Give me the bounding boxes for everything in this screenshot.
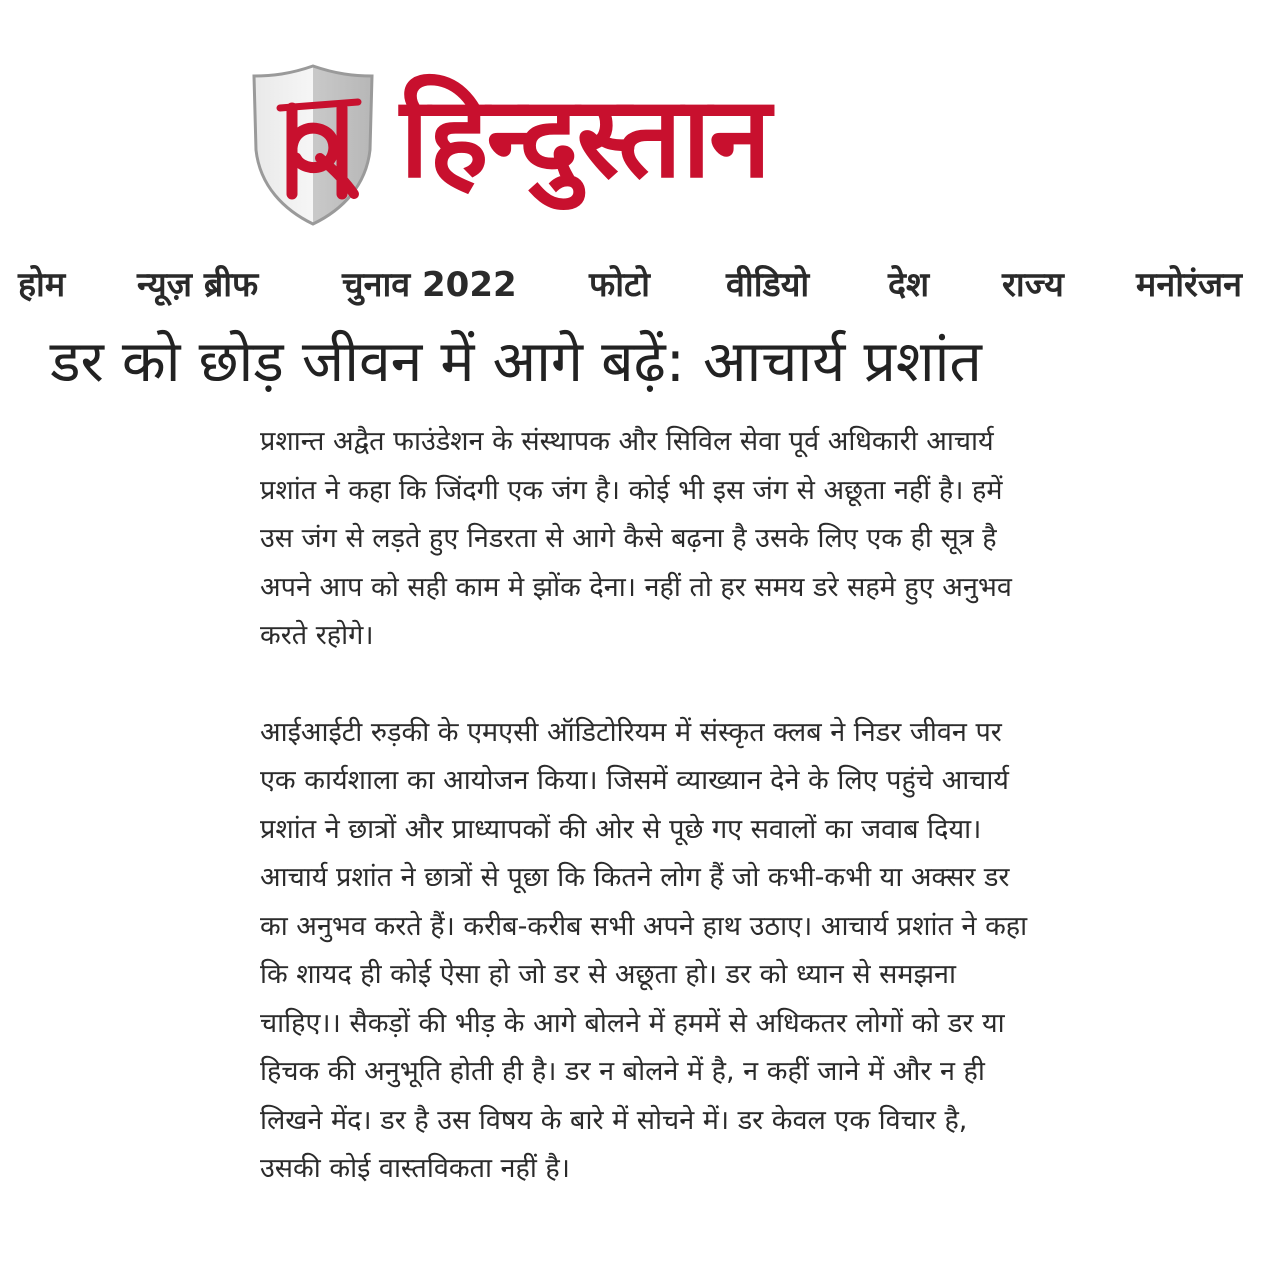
nav-item-election-2022[interactable]: चुनाव 2022 <box>342 265 517 305</box>
article-headline: डर को छोड़ जीवन में आगे बढ़ें: आचार्य प्रशांत <box>50 329 982 395</box>
nav-item-photo[interactable]: फोटो <box>589 265 650 305</box>
nav-item-entertainment[interactable]: मनोरंजन <box>1136 265 1243 305</box>
article-body <box>260 418 1030 1242</box>
article-paragraph: प्रशान्त अद्वैत फाउंडेशन के संस्थापक और सिविल सेवा पूर्व अधिकारी आचार्य प्रशांत ने कहा कि जिंदगी एक जंग है। कोई भी इस जंग से अछूता नहीं है। हमें उस जंग से लड़ते हुए निडरता से आगे कैसे बढ़ना है उसके लिए एक ही सूत्र है अपने आप को सही काम मे झोंक देना। नहीं तो हर समय डरे सहमे हुए अनुभव करते रहोगे। <box>260 426 1012 651</box>
brand-logo-shield-icon[interactable] <box>250 62 376 228</box>
brand-name[interactable]: हिन्दुस्तान <box>400 73 770 203</box>
main-nav <box>0 252 1280 312</box>
nav-item-country[interactable]: देश <box>888 265 930 305</box>
nav-item-home[interactable]: होम <box>18 265 66 305</box>
masthead <box>250 62 1010 232</box>
shield-icon <box>250 62 376 228</box>
article-paragraph: आईआईटी रुड़की के एमएसी ऑडिटोरियम में संस्कृत क्लब ने निडर जीवन पर एक कार्यशाला का आयोजन किया। जिसमें व्याख्यान देने के लिए पहुंचे आचार्य प्रशांत ने छात्रों और प्राध्यापकों की ओर से पूछे गए सवालों का जवाब दिया। आचार्य प्रशांत ने छात्रों से पूछा कि कितने लोग हैं जो कभी-कभी या अक्सर डर का अनुभव करते हैं। करीब-करीब सभी अपने हाथ उठाए। आचार्य प्रशांत ने कहा कि शायद ही कोई ऐसा हो जो डर से अछूता हो। डर को ध्यान से समझना चाहिए।। सैकड़ों की भीड़ के आगे बोलने में हममें से अधिकतर लोगों को डर या हिचक की अनुभूति होती ही है। डर न बोलने में है, न कहीं जाने में और न ही लिखने मेंद। डर है उस विषय के बारे में सोचने में। डर केवल एक विचार है, उसकी कोई वास्तविकता नहीं है। <box>260 716 1028 1184</box>
nav-item-news-brief[interactable]: न्यूज़ ब्रीफ <box>137 265 259 305</box>
nav-item-state[interactable]: राज्य <box>1002 265 1064 305</box>
nav-item-video[interactable]: वीडियो <box>726 265 810 305</box>
